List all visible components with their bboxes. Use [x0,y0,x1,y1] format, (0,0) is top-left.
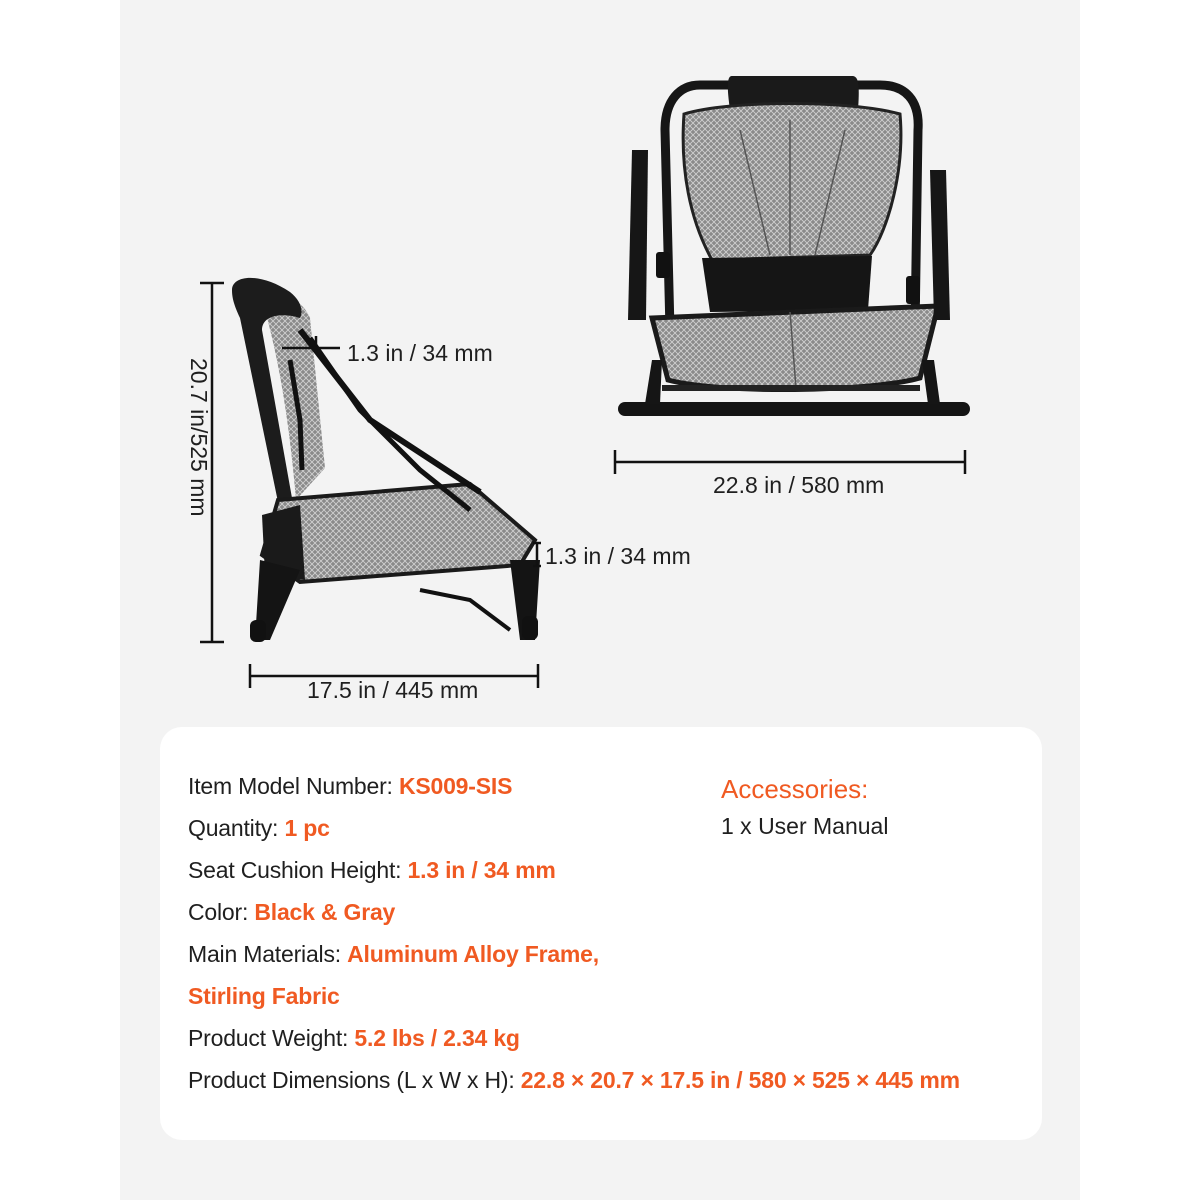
spec-product-dimensions [188,1067,960,1094]
spec-label: Product Dimensions (L x W x H): [188,1067,521,1093]
spec-seat-cushion-height [188,857,556,884]
spec-value: KS009-SIS [398,773,513,799]
side-view-seat-image [232,278,540,642]
spec-model-number [188,773,512,800]
spec-main-materials [188,941,599,968]
specifications-card [160,727,1042,1140]
depth-dimension-label: 17.5 in / 445 mm [307,677,479,703]
spec-value: Stirling Fabric [188,983,340,1009]
width-dimension-label: 22.8 in / 580 mm [713,472,885,498]
spec-label: Item Model Number: [188,773,399,799]
spec-label: Quantity: [188,815,285,841]
spec-label: Product Weight: [188,1025,355,1051]
spec-quantity [188,815,330,842]
spec-value: Black & Gray [254,899,396,925]
spec-value: 1 pc [284,815,330,841]
backrest-thickness-label: 1.3 in / 34 mm [347,340,493,366]
front-dimension-line [615,450,965,474]
spec-main-materials-cont [188,983,340,1010]
spec-label: Main Materials: [188,941,348,967]
spec-value: 1.3 in / 34 mm [407,857,556,883]
cushion-height-label: 1.3 in / 34 mm [545,543,691,569]
spec-value: 5.2 lbs / 2.34 kg [354,1025,520,1051]
accessories-title: Accessories: [721,774,869,804]
accessory-item: 1 x User Manual [721,813,889,839]
spec-value: Aluminum Alloy Frame, [347,941,599,967]
spec-label: Seat Cushion Height: [188,857,408,883]
height-dimension-label: 20.7 in/525 mm [186,358,212,517]
spec-value: 22.8 × 20.7 × 17.5 in / 580 × 525 × 445 mm [520,1067,960,1093]
front-view-seat-image [618,76,970,416]
spec-label: Color: [188,899,255,925]
spec-product-weight [188,1025,520,1052]
spec-color [188,899,395,926]
